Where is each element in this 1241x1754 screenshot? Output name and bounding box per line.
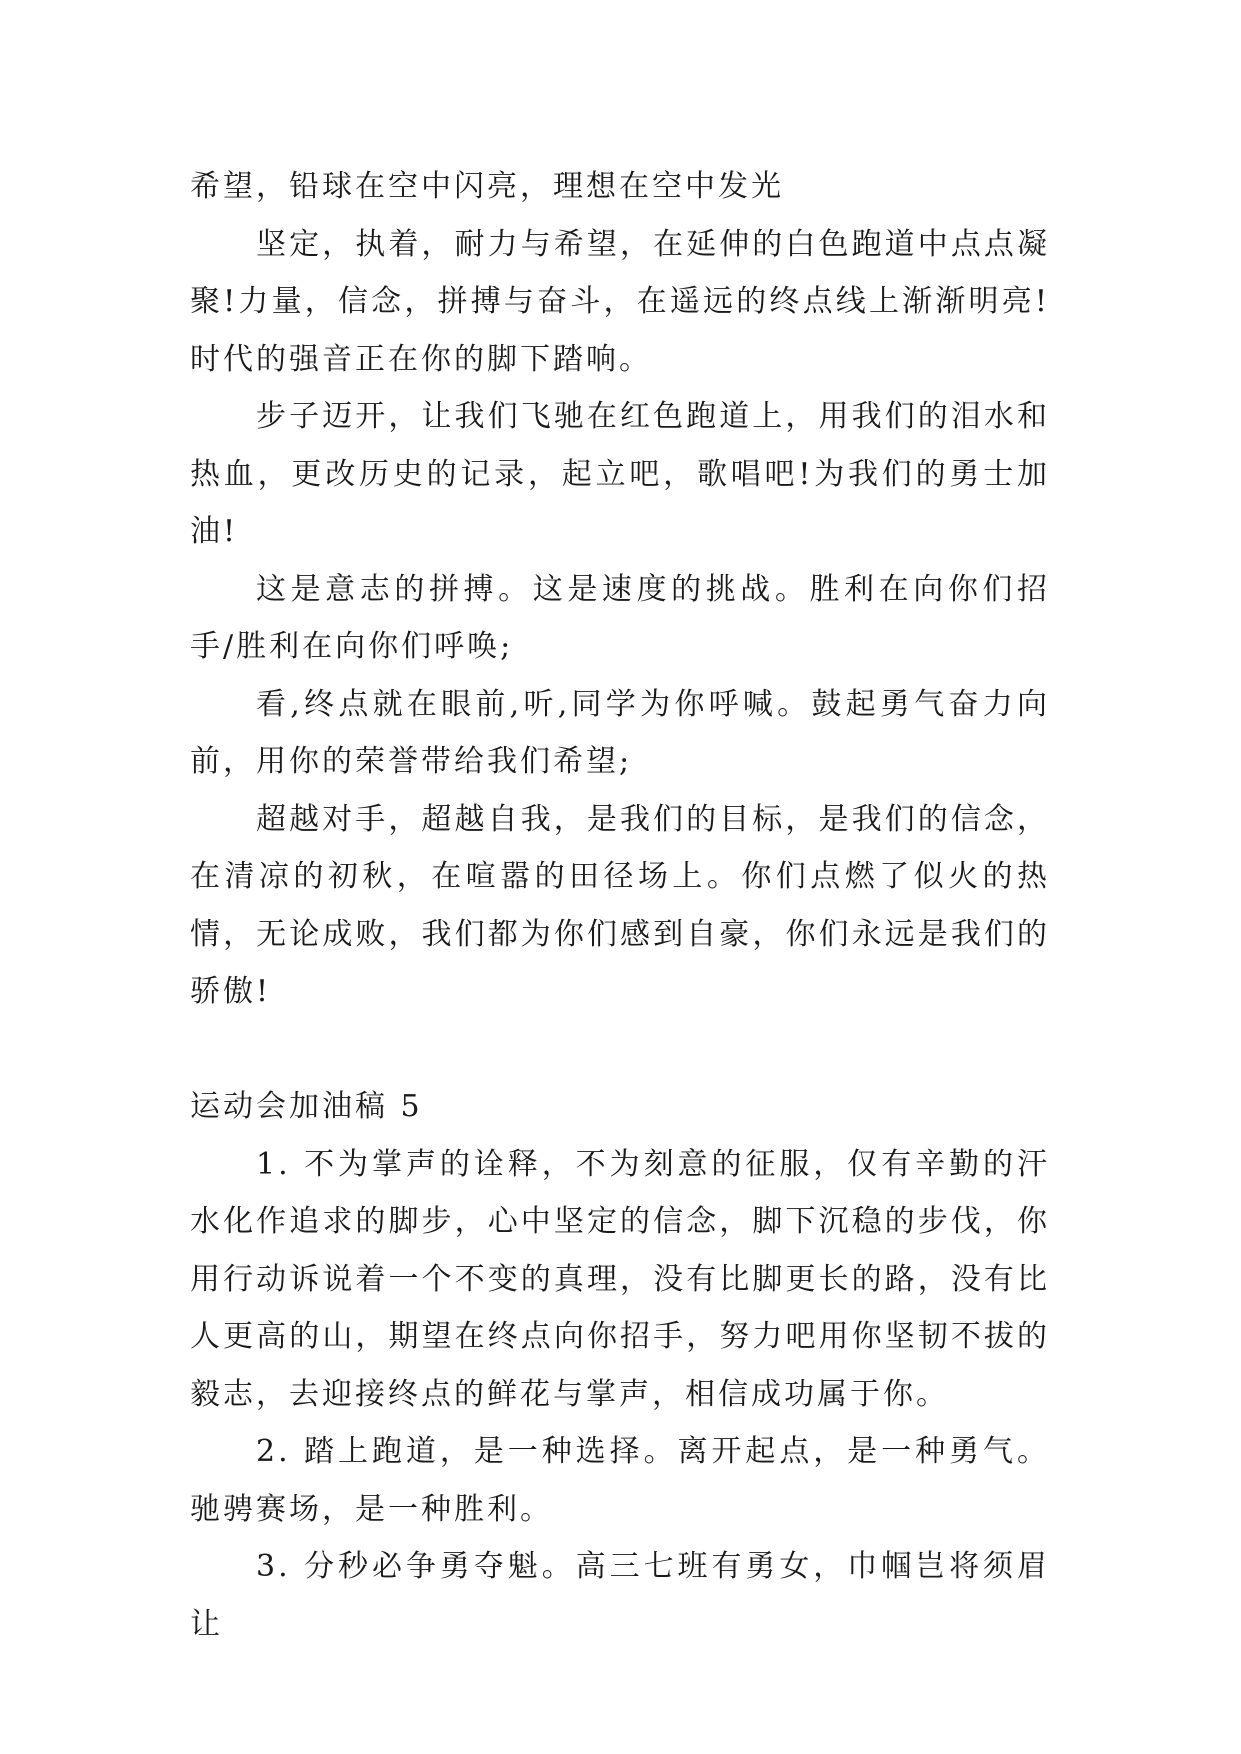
numbered-paragraph: 2. 踏上跑道，是一种选择。离开起点，是一种勇气。驰骋赛场，是一种胜利。 xyxy=(190,1434,1050,1527)
paragraph: 看,终点就在眼前,听,同学为你呼喊。鼓起勇气奋力向前，用你的荣誉带给我们希望; xyxy=(190,686,1050,779)
numbered-paragraph: 3. 分秒必争勇夺魁。高三七班有勇女，巾帼岂将须眉让 xyxy=(190,1549,1050,1642)
paragraph: 超越对手，超越自我，是我们的目标，是我们的信念，在清凉的初秋，在喧嚣的田径场上。你们点燃了似火的热情，无论成败，我们都为你们感到自豪，你们永远是我们的骄傲! xyxy=(190,801,1050,1009)
numbered-paragraph: 1. 不为掌声的诠释，不为刻意的征服，仅有辛勤的汗水化作追求的脚步，心中坚定的信念，脚下沉稳的步伐，你用行动诉说着一个不变的真理，没有比脚更长的路，没有比人更高的山，期望在终点向你招手，努力吧用你坚韧不拔的毅志，去迎接终点的鲜花与掌声，相信成功属于你。 xyxy=(190,1146,1050,1412)
section-heading: 运动会加油稿 5 xyxy=(190,1089,423,1124)
document-body xyxy=(190,158,1050,1653)
paragraph: 步子迈开，让我们飞驰在红色跑道上，用我们的泪水和热血，更改历史的记录，起立吧，歌唱吧!为我们的勇士加油! xyxy=(190,399,1050,549)
paragraph: 坚定，执着，耐力与希望，在延伸的白色跑道中点点凝聚!力量，信念，拼搏与奋斗，在遥远的终点线上渐渐明亮!时代的强音正在你的脚下踏响。 xyxy=(190,226,1050,377)
paragraph: 这是意志的拼搏。这是速度的挑战。胜利在向你们招手/胜利在向你们呼唤; xyxy=(190,571,1050,664)
paragraph-continuation: 希望，铅球在空中闪亮，理想在空中发光 xyxy=(190,169,784,204)
